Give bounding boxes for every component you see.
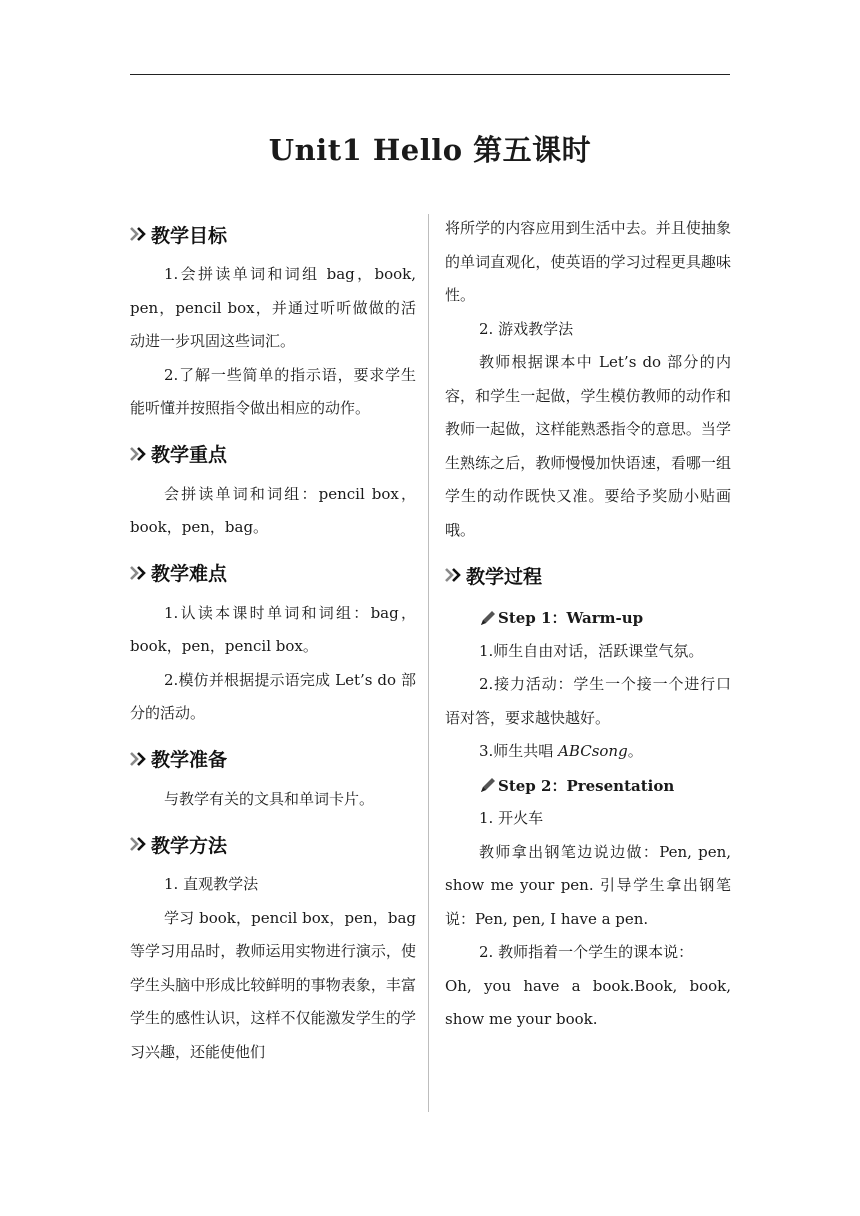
double-chevron-icon: [130, 836, 150, 852]
pen-icon: [479, 609, 497, 627]
column-divider: [428, 214, 429, 1112]
section-heading-keypoints: [130, 434, 416, 474]
paragraph: 1. 直观教学法: [164, 875, 259, 893]
section-heading-label: 教学方法: [151, 834, 228, 857]
double-chevron-icon: [130, 226, 150, 242]
double-chevron-icon: [130, 446, 150, 462]
paragraph: 2.了解一些简单的指示语，要求学生能听懂并按照指令做出相应的动作。: [130, 365, 416, 417]
section-heading-process: [445, 555, 731, 595]
section-heading-goals: [130, 214, 416, 254]
paragraph: 学习 book，pencil box，pen，bag 等学习用品时，教师运用实物进行演示，使学生头脑中形成比较鲜明的事物表象，丰富学生的感性认识，这样不仅能激发学生的学习兴趣，还能使他们: [130, 908, 416, 1061]
section-heading-label: 教学过程: [466, 565, 543, 588]
text-run: 。: [627, 742, 643, 760]
step-label: Step 1：Warm-up: [498, 609, 644, 628]
pen-icon: [479, 776, 497, 794]
left-column: [130, 212, 416, 1069]
double-chevron-icon: [130, 565, 150, 581]
paragraph: 教师拿出钢笔边说边做：Pen, pen, show me your pen. 引导学生拿出钢笔说：Pen, pen, I have a pen.: [445, 842, 731, 928]
page-title: Unit1 Hello 第五课时: [268, 133, 592, 167]
paragraph: Oh, you have a book.Book, book, show me your book.: [445, 976, 731, 1028]
section-heading-label: 教学重点: [151, 444, 228, 466]
section-heading-preparation: [130, 739, 416, 779]
paragraph: 与教学有关的文具和单词卡片。: [164, 789, 375, 808]
section-heading-difficulties: [130, 553, 416, 593]
paragraph: [445, 735, 731, 769]
paragraph: 1.师生自由对话，活跃课堂气氛。: [479, 641, 704, 660]
text-run: 3.师生共唱: [479, 742, 559, 760]
paragraph: 1.会拼读单词和词组 bag，book, pen，pencil box，并通过听听做做的活动进一步巩固这些词汇。: [130, 265, 416, 350]
paragraph: 2. 教师指着一个学生的课本说：: [479, 943, 694, 961]
paragraph: 2.模仿并根据提示语完成 Let’s do 部分的活动。: [130, 670, 416, 722]
right-column: [445, 212, 731, 1037]
paragraph: 1.认读本课时单词和词组：bag，book，pen，pencil box。: [130, 603, 416, 655]
double-chevron-icon: [130, 751, 150, 767]
section-heading-methods: [130, 824, 416, 864]
paragraph: 会拼读单词和词组：pencil box，book，pen，bag。: [130, 484, 416, 536]
paragraph: 2.接力活动：学生一个接一个进行口语对答，要求越快越好。: [445, 675, 731, 727]
paragraph: 1. 开火车: [479, 809, 544, 827]
top-rule: [130, 74, 730, 75]
step-heading-1: [445, 601, 731, 635]
section-heading-label: 教学准备: [151, 749, 228, 771]
section-heading-label: 教学难点: [151, 563, 228, 585]
step-heading-2: [445, 769, 731, 803]
paragraph: 2. 游戏教学法: [479, 319, 574, 338]
double-chevron-icon: [445, 567, 465, 583]
paragraph: 将所学的内容应用到生活中去。并且使抽象的单词直观化，使英语的学习过程更具趣味性。: [445, 219, 731, 304]
song-title: ABCsong: [558, 742, 628, 760]
step-label: Step 2：Presentation: [498, 776, 675, 795]
paragraph: 教师根据课本中 Let’s do 部分的内容，和学生一起做，学生模仿教师的动作和教师一起做，这样能熟悉指令的意思。当学生熟练之后，教师慢慢加快语速，看哪一组学生的动作既快又准。要给予奖励小贴画哦。: [445, 353, 731, 539]
section-heading-label: 教学目标: [151, 224, 228, 247]
